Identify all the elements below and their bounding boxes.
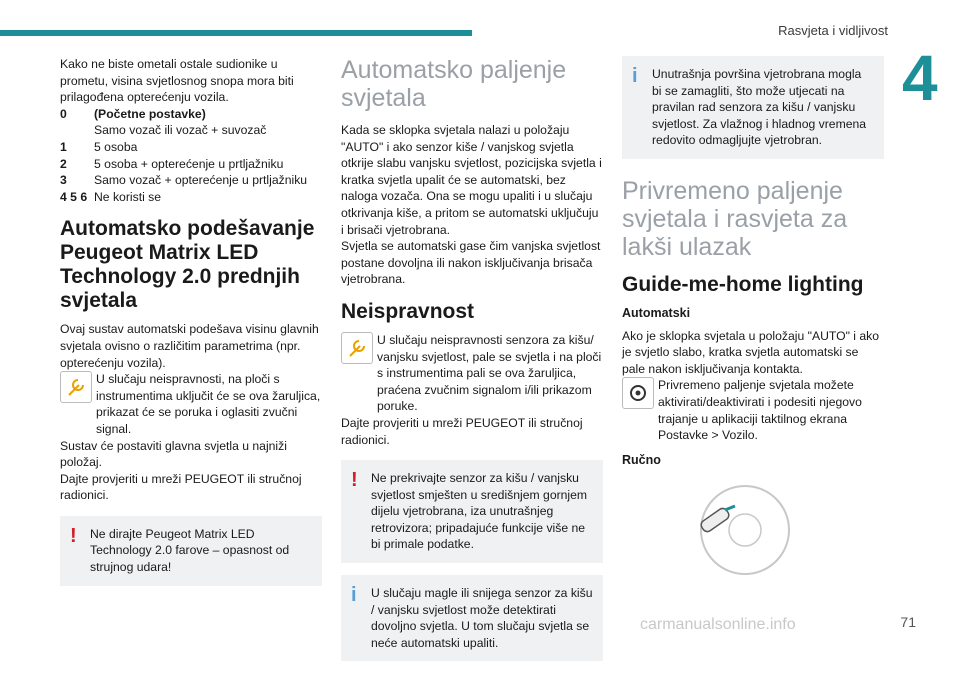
list-item: 1 5 osoba <box>60 139 138 154</box>
warning-icon: ! <box>70 524 77 547</box>
body-text: Sustav će postaviti glavna svjetla u najniži položaj. <box>60 438 287 470</box>
intro-text: Kako ne biste ometali ostale sudionike u prometu, visina svjetlosnog snopa mora biti prilagođena opterećenju vozila. <box>60 57 294 105</box>
list-item: 3 Samo vozač + opterećenje u prtljažniku <box>60 173 308 188</box>
body-text: Svjetla se automatski gase čim vanjska svjetlost postane dovoljna ili nakon isključivanja brisača vjetrobrana. <box>341 239 601 287</box>
list-item: Samo vozač ili vozač + suvozač <box>94 123 267 138</box>
section-heading: Automatsko podešavanje Peugeot Matrix LED Technology 2.0 prednjih svjetala <box>60 217 315 313</box>
info-icon: i <box>632 65 638 87</box>
page-number: 71 <box>900 614 916 630</box>
watermark: carmanualsonline.info <box>640 616 796 633</box>
load-list <box>60 106 322 206</box>
list-item: 2 5 osoba + opterećenje u prtljažniku <box>60 156 284 171</box>
label-manual: Ručno <box>622 452 661 467</box>
info-note: i Unutrašnja površina vjetrobrana mogla bi se zamagliti, što može utjecati na pravilan rad senzora za kišu / vanjsku svjetlost. Za vlažnog i hladnog vremena redovito odmagljujte vjetrobran. <box>622 56 884 159</box>
warning-note: ! Ne prekrivajte senzor za kišu / vanjsku svjetlost smješten u središnjem gornjem dijelu vjetrobrana, iza unutrašnjeg retrovizora; pripadajuće funkcije više ne bi primale podatke. <box>341 460 603 563</box>
wrench-icon <box>341 332 373 364</box>
settings-row: Privremeno paljenje svjetala možete aktivirati/deaktivirati i podesiti njegovo trajanje u aplikaciji taktilnog ekrana Postavke > Vozilo. <box>622 377 884 443</box>
list-item: 0 (Početne postavke) <box>60 106 206 121</box>
section-heading: Privremeno paljenje svjetala i rasvjeta za lakši ulazak <box>622 176 848 261</box>
body-text: Dajte provjeriti u mreži PEUGEOT ili stručnoj radionici. <box>341 415 583 447</box>
label-automatic: Automatski <box>622 305 691 320</box>
wrench-icon <box>60 371 92 403</box>
body-text: Dajte provjeriti u mreži PEUGEOT ili stručnoj radionici. <box>60 471 302 503</box>
top-accent-bar <box>0 30 472 36</box>
info-note: i U slučaju magle ili snijega senzor za kišu / vanjsku svjetlost može detektirati dovoljno svjetla. U tom slučaju svjetla se neće automatski upaliti. <box>341 575 603 661</box>
warning-icon: ! <box>351 469 358 492</box>
column-3 <box>622 56 884 474</box>
gear-icon <box>622 377 654 409</box>
list-item: 4 5 6 Ne koristi se <box>60 189 162 204</box>
column-2 <box>341 56 603 673</box>
info-icon: i <box>351 584 357 607</box>
subsection-heading: Neispravnost <box>341 299 475 323</box>
fault-row: U slučaju neispravnosti, na ploči s instrumentima uključit će se ova žaruljica, prikazat će se poruka i oglasiti zvučni signal. <box>60 371 322 437</box>
body-text: Ovaj sustav automatski podešava visinu glavnih svjetala ovisno o različitim parametrima (npr. opterećenju vozila). <box>60 322 319 370</box>
body-text: Ako je sklopka svjetala u položaju "AUTO" i ako je svjetlo slabo, kratka svjetla automatski se pale nakon isključivanja kontakta. <box>622 328 880 376</box>
section-heading: Automatsko paljenje svjetala <box>341 56 567 112</box>
warning-note: ! Ne dirajte Peugeot Matrix LED Technology 2.0 farove – opasnost od strujnog udara! <box>60 516 322 586</box>
subsection-heading: Guide-me-home lighting <box>622 272 864 296</box>
steering-wheel-illustration <box>680 470 790 580</box>
section-title: Rasvjeta i vidljivost <box>778 23 888 38</box>
body-text: Kada se sklopka svjetala nalazi u položaju "AUTO" i ako senzor kiše / vanjskog svjetla otkrije slabu vanjsku svjetlost, pozicijska svjetla i kratka svjetla upalit će se automatski, bez naloga vozača. Ona se mogu upaliti i u slučaju otkrivanja kiše, a pritom se automatski uključuju i brisači vjetrobrana. <box>341 123 602 237</box>
chapter-number: 4 <box>902 42 938 114</box>
column-1 <box>60 56 322 598</box>
fault-row: U slučaju neispravnosti senzora za kišu/ vanjsku svjetlost, pale se svjetla i na ploči s instrumentima pali se ova žaruljica, praćena zvučnim signalom i/ili prikazom poruke. <box>341 332 603 415</box>
